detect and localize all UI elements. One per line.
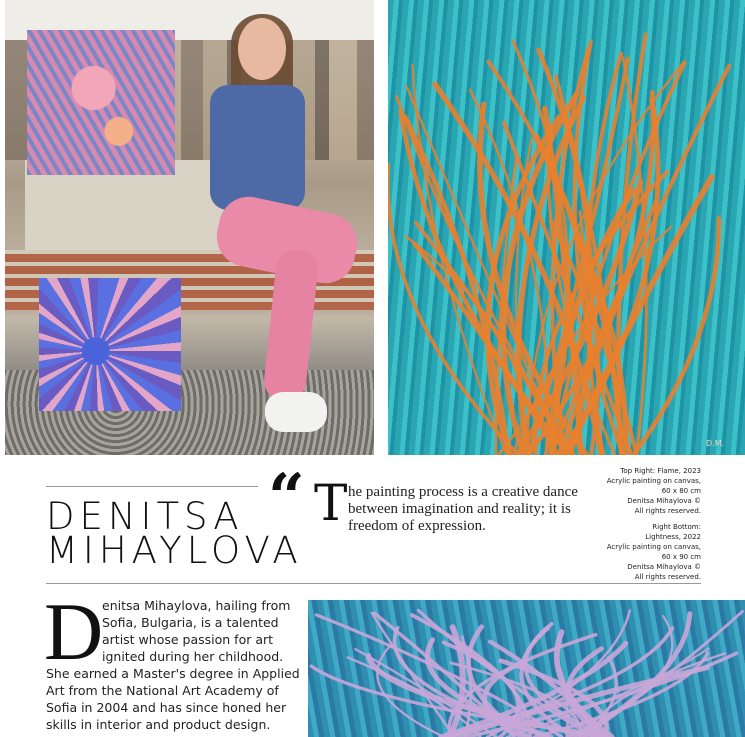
- caption-line: 60 x 80 cm: [661, 487, 701, 495]
- divider-bottom: [46, 583, 701, 584]
- divider-top: [46, 486, 258, 487]
- photo-artist-face: [238, 18, 286, 80]
- photo-artist-shirt: [210, 85, 305, 210]
- artist-name: [46, 495, 306, 572]
- caption-line: Denitsa Mihaylova ©: [627, 497, 701, 505]
- bio-line: enitsa Mihaylova, hailing from: [102, 598, 291, 613]
- caption-line: Denitsa Mihaylova ©: [627, 563, 701, 571]
- painting-flame-branches: [388, 0, 745, 455]
- caption-right-bottom: [596, 522, 701, 582]
- painting-branch-stroke: [316, 615, 562, 737]
- quote-text: he painting process is a creative dance between imagination and reality; it is freedom of expression.: [348, 484, 578, 534]
- caption-line: Lightness, 2022: [645, 533, 701, 541]
- bio-line: skills in interior and product design.: [46, 716, 271, 732]
- caption-line: Top Right: Flame, 2023: [620, 467, 701, 475]
- artist-name-line1: DENITSA: [46, 495, 244, 538]
- caption-line: All rights reserved.: [634, 573, 701, 581]
- photo-canvas-top: [27, 30, 175, 175]
- artist-name-line2: MIHAYLOVA: [46, 529, 303, 572]
- caption-line: Acrylic painting on canvas,: [606, 543, 701, 551]
- bio-body: [46, 666, 300, 734]
- caption-line: Acrylic painting on canvas,: [606, 477, 701, 485]
- bio-line: She earned a Master's degree in Applied: [46, 666, 300, 681]
- photo-artist-shoe: [265, 392, 327, 432]
- bio-line: Sofia in 2004 and has since honed her: [46, 699, 287, 715]
- caption-line: Right Bottom:: [652, 523, 701, 531]
- bio-line: ignited during her childhood.: [102, 648, 284, 664]
- bio-line: Art from the National Art Academy of: [46, 682, 279, 698]
- painting-lightness-branches: [308, 600, 745, 737]
- caption-line: 60 x 90 cm: [661, 553, 701, 561]
- painting-flame: [388, 0, 745, 455]
- painting-signature: D.M.: [706, 439, 725, 448]
- quote-initial: T: [314, 474, 348, 532]
- caption-top-right: [596, 466, 701, 516]
- bio-dropcap: D: [44, 586, 104, 677]
- bio-line: artist whose passion for art: [102, 631, 274, 647]
- quote-mark-icon: “: [268, 460, 305, 535]
- photo-canvas-bottom: [39, 278, 181, 411]
- caption-line: All rights reserved.: [634, 507, 701, 515]
- painting-lightness: [308, 600, 745, 737]
- bio-line: Sofia, Bulgaria, is a talented: [102, 614, 279, 630]
- bio-intro: [102, 598, 292, 666]
- artist-photo: [5, 0, 374, 455]
